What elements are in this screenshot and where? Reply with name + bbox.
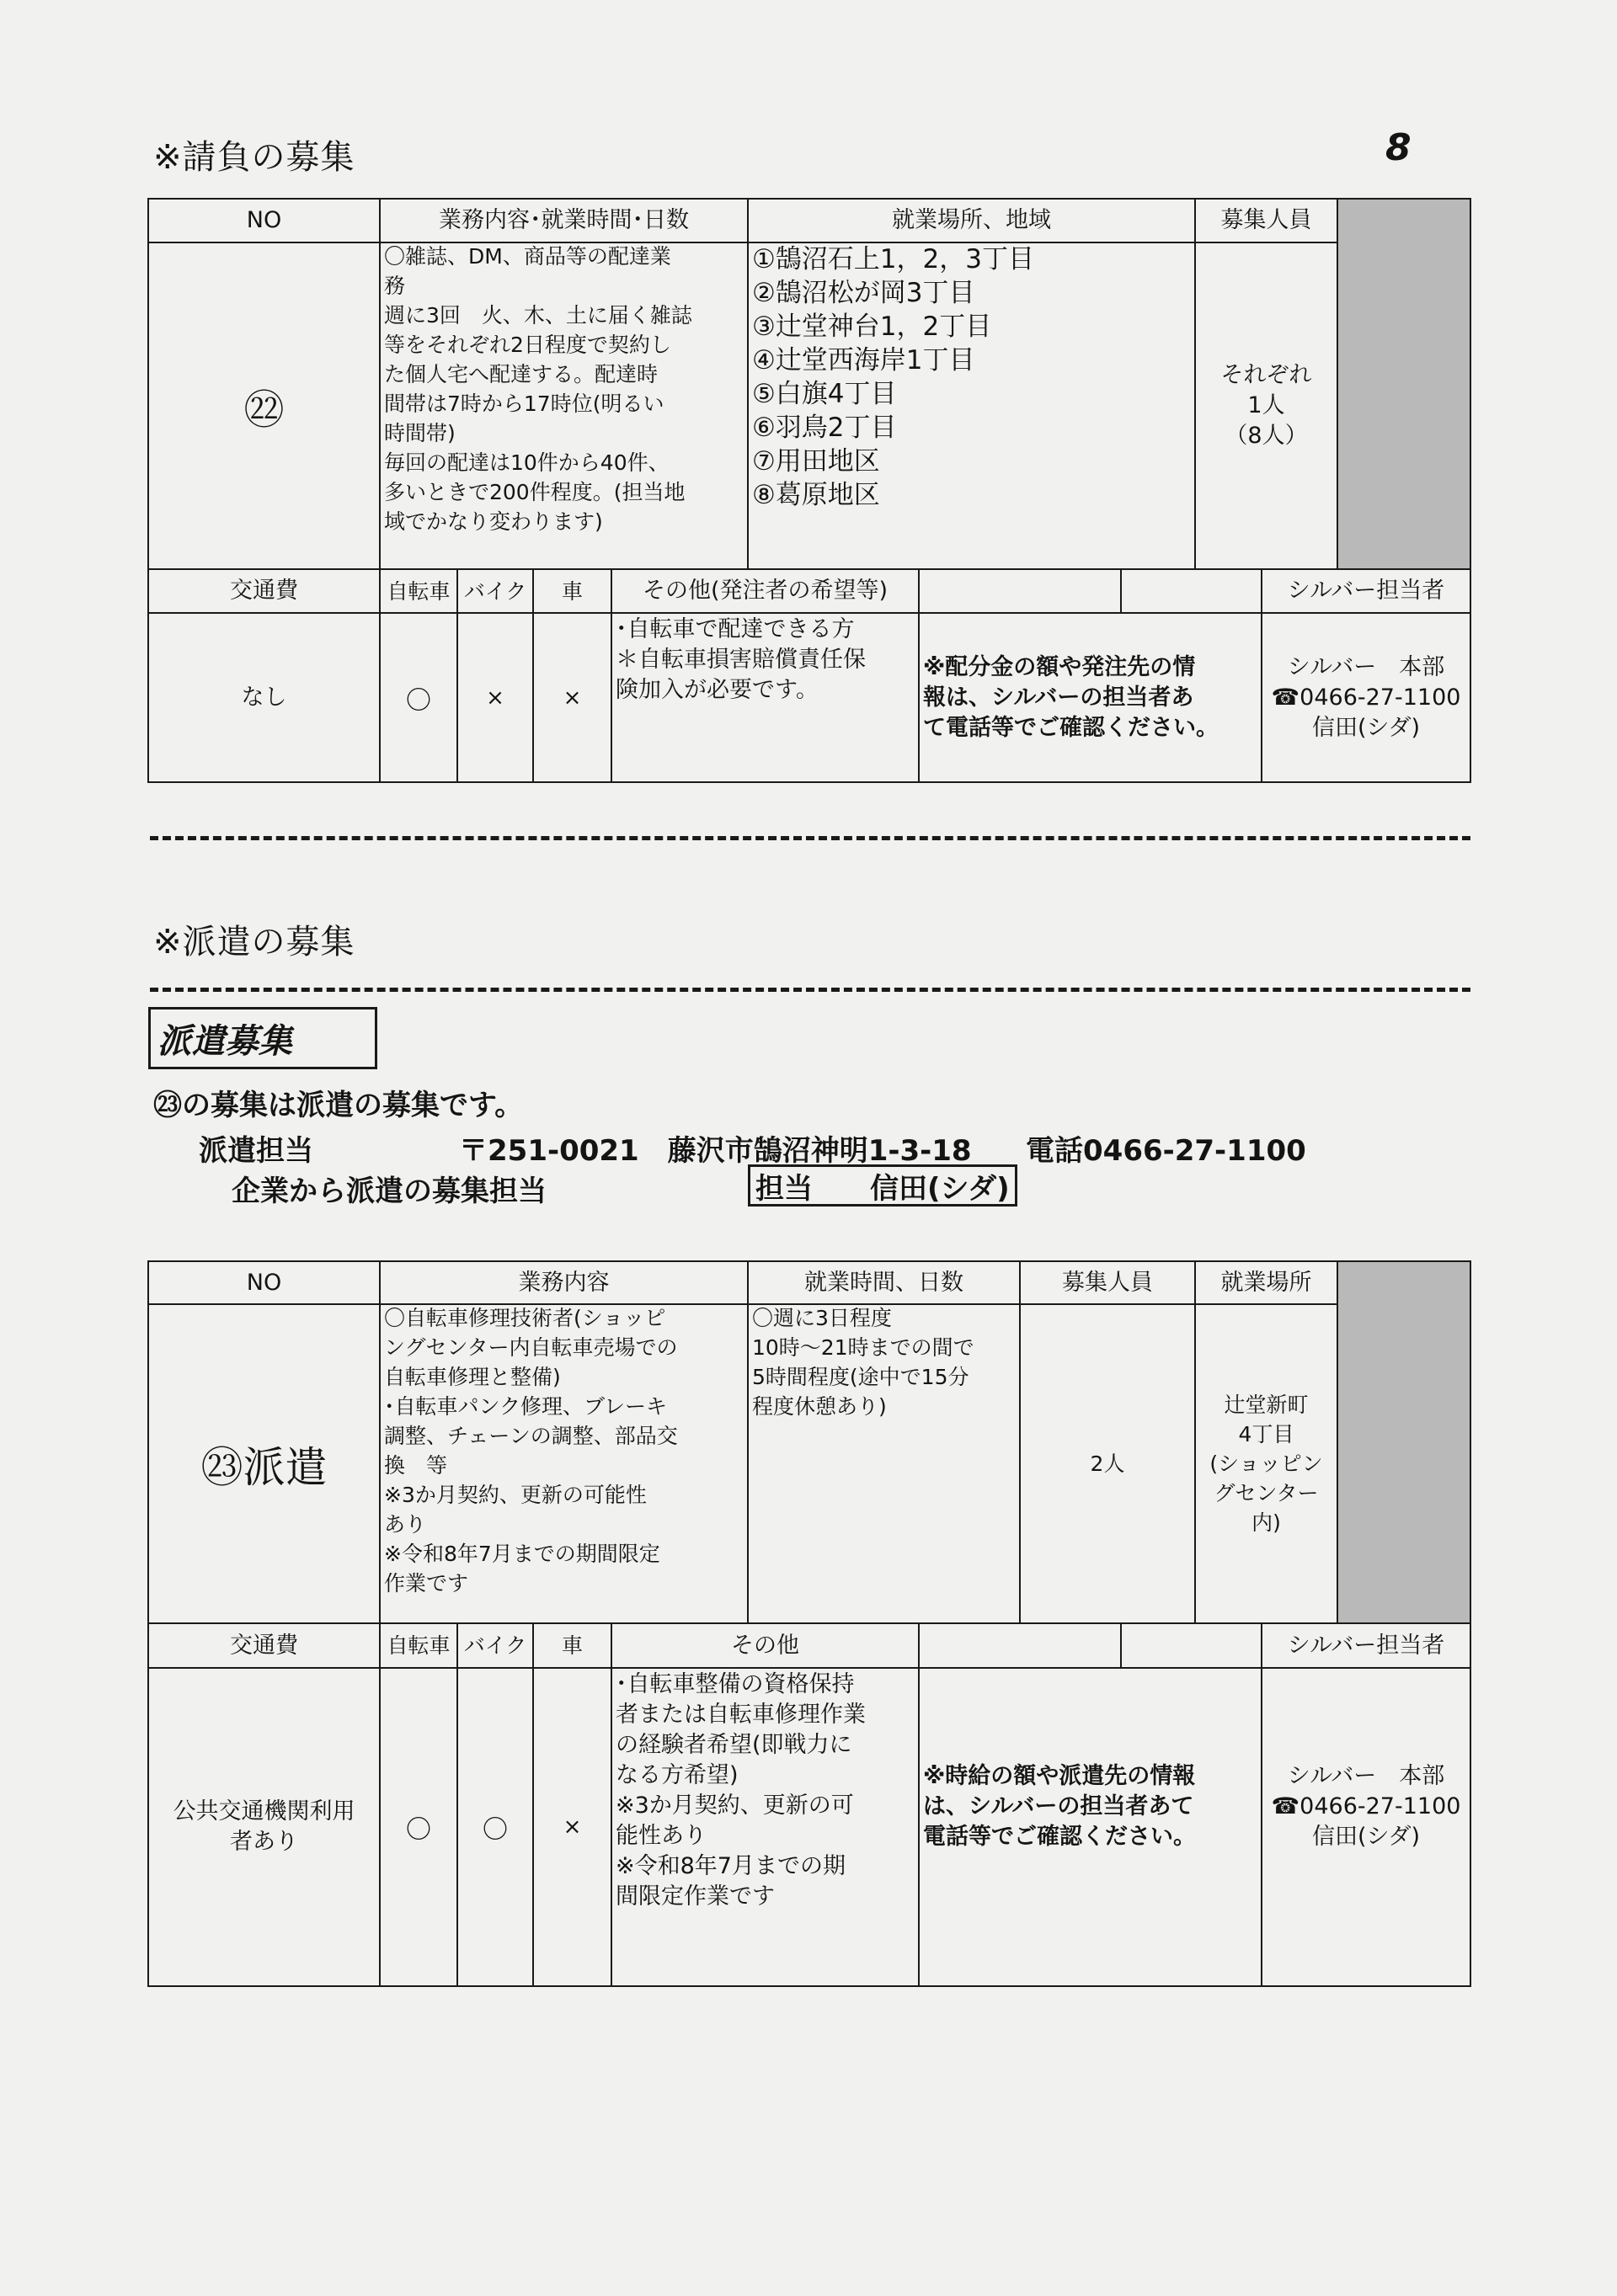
header-other: その他(発注者の希望等) [642,578,889,604]
dispatch-intro: ㉓の募集は派遣の募集です。 [153,1089,524,1122]
section-title-ukeoi: ※請負の募集 [153,138,355,177]
bicycle-value-2: 〇 [406,1815,431,1845]
header-transport: 交通費 [230,578,298,604]
job-content: 〇雑誌、DM、商品等の配達業 務 週に3回 火、木、土に届く雑誌 等をそれぞれ2日程度で契約し た個人宅へ配達する。配達時 間帯は7時から17時位(明るい 時間帯) 毎回の配達は10件から40件、 多いときで200件程度。(担当地 域でかなり変わります) [384,244,692,534]
job-number-2: ㉓派遣 [200,1442,328,1492]
dispatch-badge: 派遣募集 [148,1007,377,1069]
bike-value-2: 〇 [483,1815,508,1845]
header-transport-2: 交通費 [230,1632,298,1659]
header-other-2: その他 [731,1632,799,1659]
header-car: 車 [561,578,583,604]
header-place: 就業場所、地域 [892,207,1051,233]
other-notes: ･自転車で配達できる方 ＊自転車損害賠償責任保 険加入が必要です。 [616,616,866,703]
divider-dashed-2 [150,988,1470,992]
info-note-2: ※時給の額や派遣先の情報 は、シルバーの担当者あて 電話等でご確認ください。 [923,1763,1196,1850]
bike-value: × [486,685,504,711]
section-title-haken: ※派遣の募集 [153,923,355,962]
dispatch-phone: 電話0466-27-1100 [1026,1134,1306,1168]
header-hours-2: 就業時間、日数 [804,1269,963,1296]
header-no-2: NO [246,1269,282,1296]
header-staff-2: シルバー担当者 [1287,1632,1445,1659]
header-bicycle-2: 自転車 [387,1633,451,1658]
transport-value: なし [241,684,287,711]
other-notes-2: ･自転車整備の資格保持 者または自転車修理作業 の経験者希望(即戦力に なる方希望) ※3か月契約、更新の可 能性あり ※令和8年7月までの期 間限定作業です [616,1671,866,1910]
bicycle-value: 〇 [406,685,431,716]
staff-contact: シルバー 本部 ☎0466-27-1100 信田(シダ) [1271,653,1461,741]
header-staff: シルバー担当者 [1287,578,1445,604]
job-hours-2: 〇週に3日程度 10時～21時までの間で 5時間程度(途中で15分 程度休憩あり) [752,1306,974,1419]
header-count: 募集人員 [1220,207,1312,233]
header-bike-2: バイク [463,1633,527,1658]
header-bicycle: 自転車 [387,578,451,604]
job-place-2: 辻堂新町 4丁目 (ショッピン グセンター 内) [1209,1393,1323,1535]
dispatch-company-label: 企業から派遣の募集担当 [232,1175,547,1208]
header-content: 業務内容･就業時間･日数 [439,207,689,233]
divider-dashed-1 [150,836,1470,840]
header-car-2: 車 [561,1633,583,1658]
header-no: NO [246,207,282,233]
header-content-2: 業務内容 [518,1269,610,1296]
header-bike: バイク [463,578,527,604]
header-place-2: 就業場所 [1220,1269,1312,1296]
dispatch-contact-label: 派遣担当 [199,1134,313,1168]
page-number: 8 [1385,126,1412,169]
dispatch-person: 担当 信田(シダ) [748,1164,1017,1207]
staff-contact-2: シルバー 本部 ☎0466-27-1100 信田(シダ) [1271,1763,1461,1850]
dispatch-address: 〒251-0021 藤沢市鵠沼神明1-3-18 [459,1134,972,1168]
header-count-2: 募集人員 [1062,1269,1153,1296]
job-number: ㉒ [243,386,285,434]
job-places: ①鵠沼石上1，2，3丁目 ②鵠沼松が岡3丁目 ③辻堂神台1，2丁目 ④辻堂西海岸1丁目 ⑤白旗4丁目 ⑥羽鳥2丁目 ⑦用田地区 ⑧葛原地区 [752,244,1034,510]
car-value: × [563,685,582,711]
job-count: それぞれ 1人 （8人） [1220,362,1312,449]
info-note: ※配分金の額や発注先の情 報は、シルバーの担当者あ て電話等でご確認ください。 [923,653,1219,741]
car-value-2: × [563,1814,582,1840]
job-content-2: 〇自転車修理技術者(ショッピ ングセンター内自転車売場での 自転車修理と整備) ･自転車パンク修理、ブレーキ 調整、チェーンの調整、部品交 換 等 ※3か月契約、更新の可能性 あり ※令和8年7月までの期間限定 作業です [384,1306,678,1595]
job-count-2: 2人 [1090,1452,1125,1476]
transport-value-2: 公共交通機関利用 者あり [173,1798,355,1855]
